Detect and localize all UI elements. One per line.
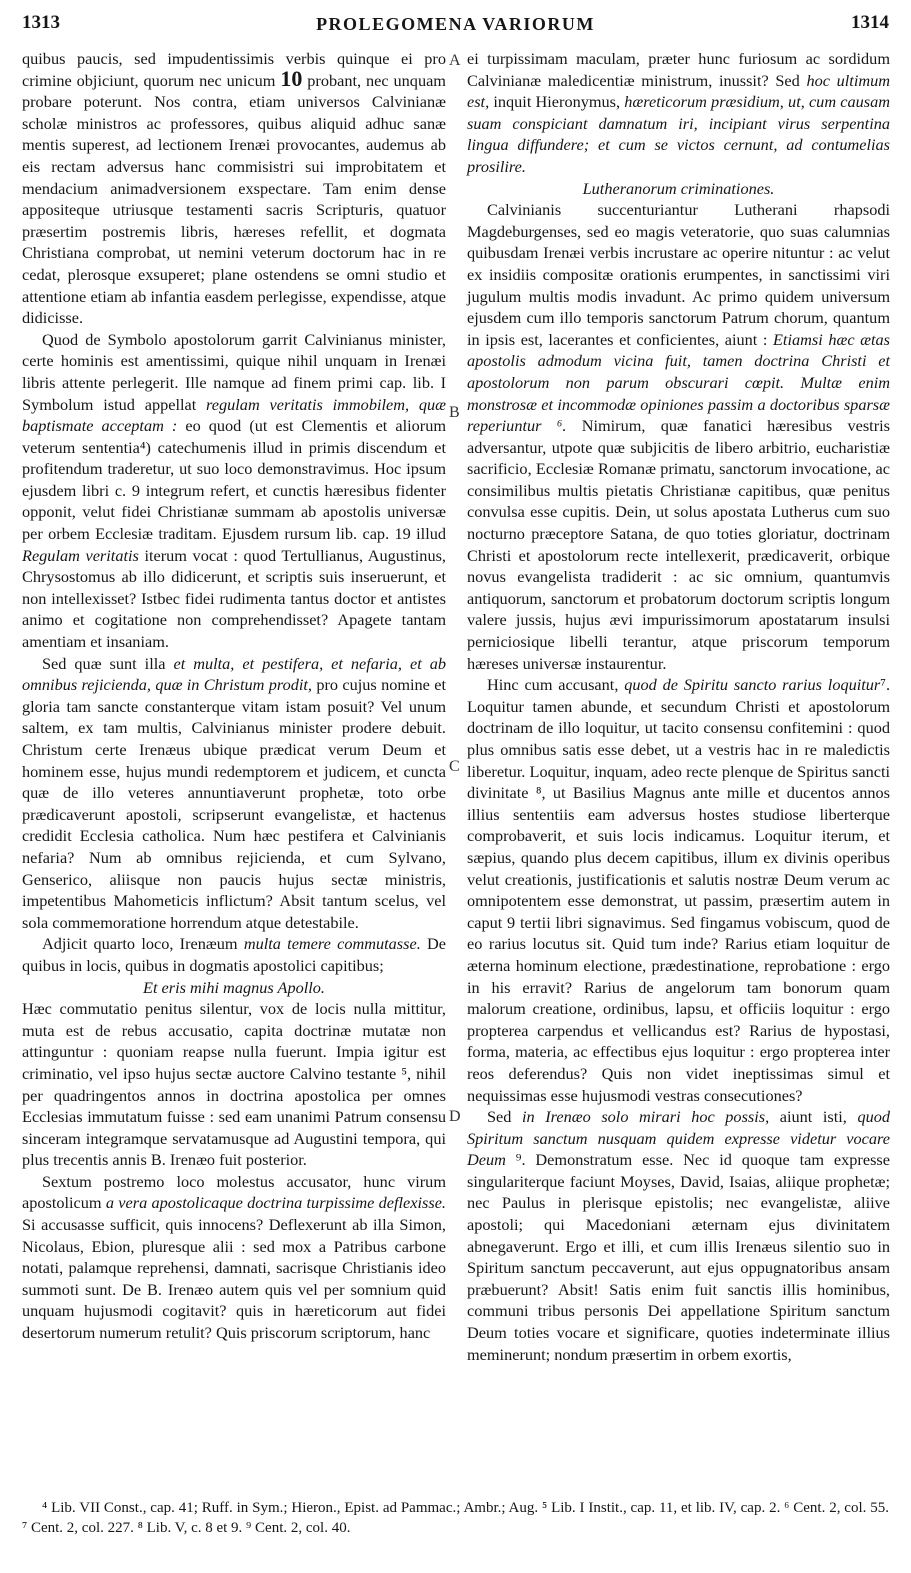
text-run: Sed quæ sunt illa xyxy=(42,653,166,673)
text-run: Si accusasse sufficit, quis innocens? Deflexerunt ab illa Simon, Nicolaus, Ebion, pluresque alii : sed mox a Patribus carbone notati, palamque reprehensi, damnati, sacrisque Christianis ideo summoti sunt. De B. Irenæo autem quis vel per somnium quid unquam hujusmodi cogitavit? quis in hæreticorum aut fidei desertorum numerum retulit? Quis priscorum scriptorum, hanc xyxy=(22,1215,446,1343)
text-run: ⁹. Demonstratum esse. Nec id quoque tam expresse singulariterque faciunt Moyses, David, Isaias, aliique prophetæ; nec Paulus in plerisque epistolis; nec evangelistæ, aliive apostoli; qui Macedoniani æternam ejus divinitatem abnegaverunt. Ergo et illi, et cum illis Irenæus silentio suo in Spiritum sanctum peccaverunt, aut ejus oppugnatoribus ansam præbuerunt? Absit! Satis enim fuit sanctis illis hominibus, communi tribus personis Dei appellatione Spiritum sanctum Deum toties vocare et significare, quoties indeterminate illius meminerunt; nondum præsertim in orbem exortis, xyxy=(467,1150,890,1364)
text-run: Adjicit quarto loco, Irenæum xyxy=(42,934,238,954)
text-run: pro cujus nomine et gloria tam sancte constanterque vitam istam posuit? Vel unum saltem, ex tam multis, Calvinianus minister prodere debuit. Christum certe Irenæus ubique prædicat verum Deum et hominem esse, hujus mundi redemptorem et judicem, et cuncta quæ de illo veteres annuntiaverunt prophetæ, toto orbe prædicaverunt apostoli, scripserunt evangelistæ, et hactenus credidit Ecclesia catholica. Num hæc pestifera et Calvinianis nefaria? Num ab omnibus rejicienda, et cum Sylvano, Genserico, aliisque non paucis hujus sectæ ministris, impetentibus Mahometicis inflictum? Absit tantum scelus, vel sola commemoratione horrendum atque detestabile. xyxy=(22,675,446,932)
left-column xyxy=(22,48,446,1344)
italic-run: regulam veritatis immobilem, quæ baptismate acceptam : xyxy=(22,394,446,436)
text-run: Sed xyxy=(487,1107,512,1127)
italic-run: in Irenæo solo mirari hoc possis, xyxy=(522,1107,770,1127)
margin-letter-c: C xyxy=(449,758,460,775)
page-number-left: 1313 xyxy=(22,12,60,33)
italic-run: quod Spiritum sanctum nusquam quidem expresse videtur vocare Deum xyxy=(467,1107,891,1170)
verse-quote: Et eris mihi magnus Apollo. xyxy=(143,977,325,997)
paragraph xyxy=(22,933,446,976)
text-run: quibus paucis, sed impudentissimis verbis quinque ei pro crimine objiciunt, quorum nec unicum xyxy=(22,49,446,90)
italic-run: Regulam veritatis xyxy=(22,545,139,565)
text-run: aiunt isti, xyxy=(779,1107,847,1127)
paragraph xyxy=(467,48,890,178)
italic-run: multa temere commutasse. xyxy=(243,934,421,954)
text-run: Quod de Symbolo apostolorum garrit Calvinianus minister, certe hominis est amentissimi, quique nihil unquam in Irenæi libris attente perlegerit. Ille namque ad finem primi cap. lib. I Symbolum istud appellat xyxy=(22,329,446,414)
text-run: Hinc cum accusant, xyxy=(487,675,619,695)
text-run: eo quod (ut est Clementis et aliorum veterum sententia⁴) catechumenis illud in primis discendum et profitendum traderetur, ut suo loco demonstravimus. Hoc ipsum ejusdem libri c. 9 integrum refert, et cunctis hæresibus fidenter opponit, velut fidei Christianæ summam ab apostolis universæ per orbem Ecclesiæ traditam. Ejusdem rursum lib. cap. 19 illud xyxy=(22,416,446,544)
footnotes xyxy=(22,1498,889,1538)
text-run: ei turpissimam maculam, præter hunc furiosum ac sordidum Calvinianæ maledicentiæ ministrum, inussit? Sed xyxy=(467,49,890,90)
text-run: Nimirum, quæ fanatici hæresibus vestris adversantur, utpote quæ subjicitis de libero arbitrio, eucharistiæ sacrificio, Ecclesiæ Romanæ primatu, sanctorum invocatione, ac consimilibus multis pietatis Christianæ capitibus, quæ penitus convulsa esse cupitis. Dein, ut solus apostata Lutherus cum suo nocturno præceptore Satana, de quo toties gloriatur, doctrinam Christi et apostolorum recte intellexerit, prædicaverit, orbique novus evangelista tradiderit : ac sic omnium, quantumvis antiquorum, sanctorum et probatorum doctorum scriptis longum valere jussis, hujus ævi impurissimorum apostatarum insulsi perniciosique libelli terantur, atque priscorum temporum hæreses universæ instaurentur. xyxy=(467,416,890,673)
text-run: inquit Hieronymus, xyxy=(493,92,621,112)
margin-letter-b: B xyxy=(449,404,460,421)
margin-marker: 10 xyxy=(280,65,303,91)
footnote-text: ⁴ Lib. VII Const., cap. 41; Ruff. in Sym.; Hieron., Epist. ad Pammac.; Ambr.; Aug. ⁵ Lib. I Instit., cap. 11, et lib. IV, cap. 2. ⁶ Cent. 2, col. 55. ⁷ Cent. 2, col. 227. ⁸ Lib. V, c. 8 et 9. ⁹ Cent. 2, col. 40. xyxy=(22,1500,889,1536)
italic-run: quod de Spiritu sancto rarius loquitur xyxy=(624,675,881,695)
text-run: Sextum postremo loco molestus accusator, hunc virum apostolicum xyxy=(22,1171,446,1213)
text-run: probant, nec unquam probare poterunt. Nos contra, etiam universos Calvinianæ scholæ ministros ac professores, quibus aliquid adhuc sanæ mentis superest, ad lectionem Irenæi provocantes, audemus ab eis rectam adversus hanc commisistri sui improbitatem et mendacium animadversionem exspectare. Tam enim dense appositeque utriusque testamenti sacris Scripturis, quatuor præsertim postremis libris, hæreses refellit, et dogmata Christiana comprobat, ut nemini veterum doctorum hac in re cedat, plerosque exsuperet; plane ostendens se omni studio et attentione etiam ab infantia easdem perlegisse, expendisse, atque didicisse. xyxy=(22,70,446,328)
right-column xyxy=(467,48,890,1365)
italic-run: hoc ultimum est, xyxy=(467,70,891,112)
page-number-right: 1314 xyxy=(851,12,889,33)
paragraph xyxy=(467,674,890,1106)
italic-run: Etiamsi hæc ætas apostolis admodum vicina fuit, tamen doctrina Christi et apostolorum non parum obscurari cœpit. Multæ enim monstrosæ et incommodæ opiniones passim a doctoribus sparsæ reperiuntur ⁶. xyxy=(467,329,890,436)
text-run: Calvinianis succenturiantur Lutherani rhapsodi Magdeburgenses, sed eo magis veteratorie, quo suas calumnias quibusdam Irenæi verbis incrustare ac operire nituntur : ac velut ex insidiis compositæ orationis erumpentes, in sanctissimi viri jugulum multis modis invadunt. Ac primo quidem universum ejusdem cum illo temporis sanctorum Patrum chorum, quantum in ipsis est, lacerantes et conficientes, aiunt : xyxy=(467,200,890,349)
italic-run: et multa, et pestifera, et nefaria, et ab omnibus rejicienda, quæ in Christum prodit, xyxy=(22,653,447,695)
text-run: iterum vocat : quod Tertullianus, Augustinus, Chrysostomus ab illo didicerunt, et scriptis suis inseruerunt, et non intellexisset? Istbec fidei rudimenta tantus doctor et antistes animo et cogitatione non comprehendisset? Apagete tantam amentiam et insaniam. xyxy=(22,545,446,652)
paragraph: Hæc commutatio penitus silentur, vox de locis nulla mittitur, muta est de rebus accusatio, capita doctrinæ mutatæ non attinguntur : quoniam reapse nulla fuerunt. Impia igitur est criminatio, vel ipso hujus sectæ auctore Calvino testante ⁵, nihil per quadringentos annos in doctrina apostolica per omnes Ecclesias immutatum fuisse : sed eam unanimi Patrum consensu sinceram integramque servatamusque ad Augustini tempora, qui plus trecentis annis B. Irenæo fuit posterior. xyxy=(22,999,446,1170)
paragraph xyxy=(22,48,446,329)
margin-letter-d: D xyxy=(449,1108,461,1125)
text-run: ⁷. Loquitur tamen abunde, et secundum Christi et apostolorum doctrinam de illo loquitur, ut tacito consensu confitemini : quod plus omnibus satis esse debet, ut a vestris hac in re maledictis liberetur. Loquitur, inquam, adeo recte plenque de Spiritus sancti divinitate ⁸, ut Basilius Magnus ante mille et ducentos annos illius sententiis eam adversus hostes studiose liberterque comprobaverit, et suis locis indicamus. Loquitur iterum, et sæpius, quando plus decem capitibus, illum ex divinis operibus velut creationis, justificationis et salutis nostræ Deum verum ac omnipotentem esse demonstrat, ut passim, præsertim autem in caput 9 tertii libri signavimus. Sed fingamus vobiscum, quod de eo rarius locutus sit. Quid tum inde? Rarius etiam loquitur de æterna hominum electione, prædestinatione, reprobatione : ergo in his erravit? Rarius de angelorum tam bonorum quam malorum creatione, ordinibus, lapsu, et officiis loquitur : ergo propterea carpendus et vellicandus est? Rarius de hypostasi, forma, materia, ac effectibus ejus loquitur : ergo propterea inter reos deferendus? Quis non videt ineptissimas simul et nequissimas esse hujusmodi vestras consecutiones? xyxy=(467,675,891,1105)
page-header xyxy=(22,12,889,38)
paragraph xyxy=(22,1171,446,1344)
paragraph xyxy=(22,329,446,653)
paragraph xyxy=(467,199,890,674)
text-run: De quibus in locis, quibus in dogmatis apostolici capitibus; xyxy=(22,934,447,975)
margin-letter-a: A xyxy=(449,52,461,69)
paragraph xyxy=(467,1106,890,1365)
italic-run: hæreticorum præsidium, ut, cum causam suam conspiciant damnatum iri, incipiant virus serpentina lingua diffundere; et cum se victos cernunt, ad contumelias prosilire. xyxy=(467,92,891,176)
paragraph xyxy=(22,653,446,934)
running-title: PROLEGOMENA VARIORUM xyxy=(316,14,595,34)
italic-run: a vera apostolicaque doctrina turpissime deflexisse. xyxy=(105,1193,447,1213)
section-heading: Lutheranorum criminationes. xyxy=(582,178,775,198)
